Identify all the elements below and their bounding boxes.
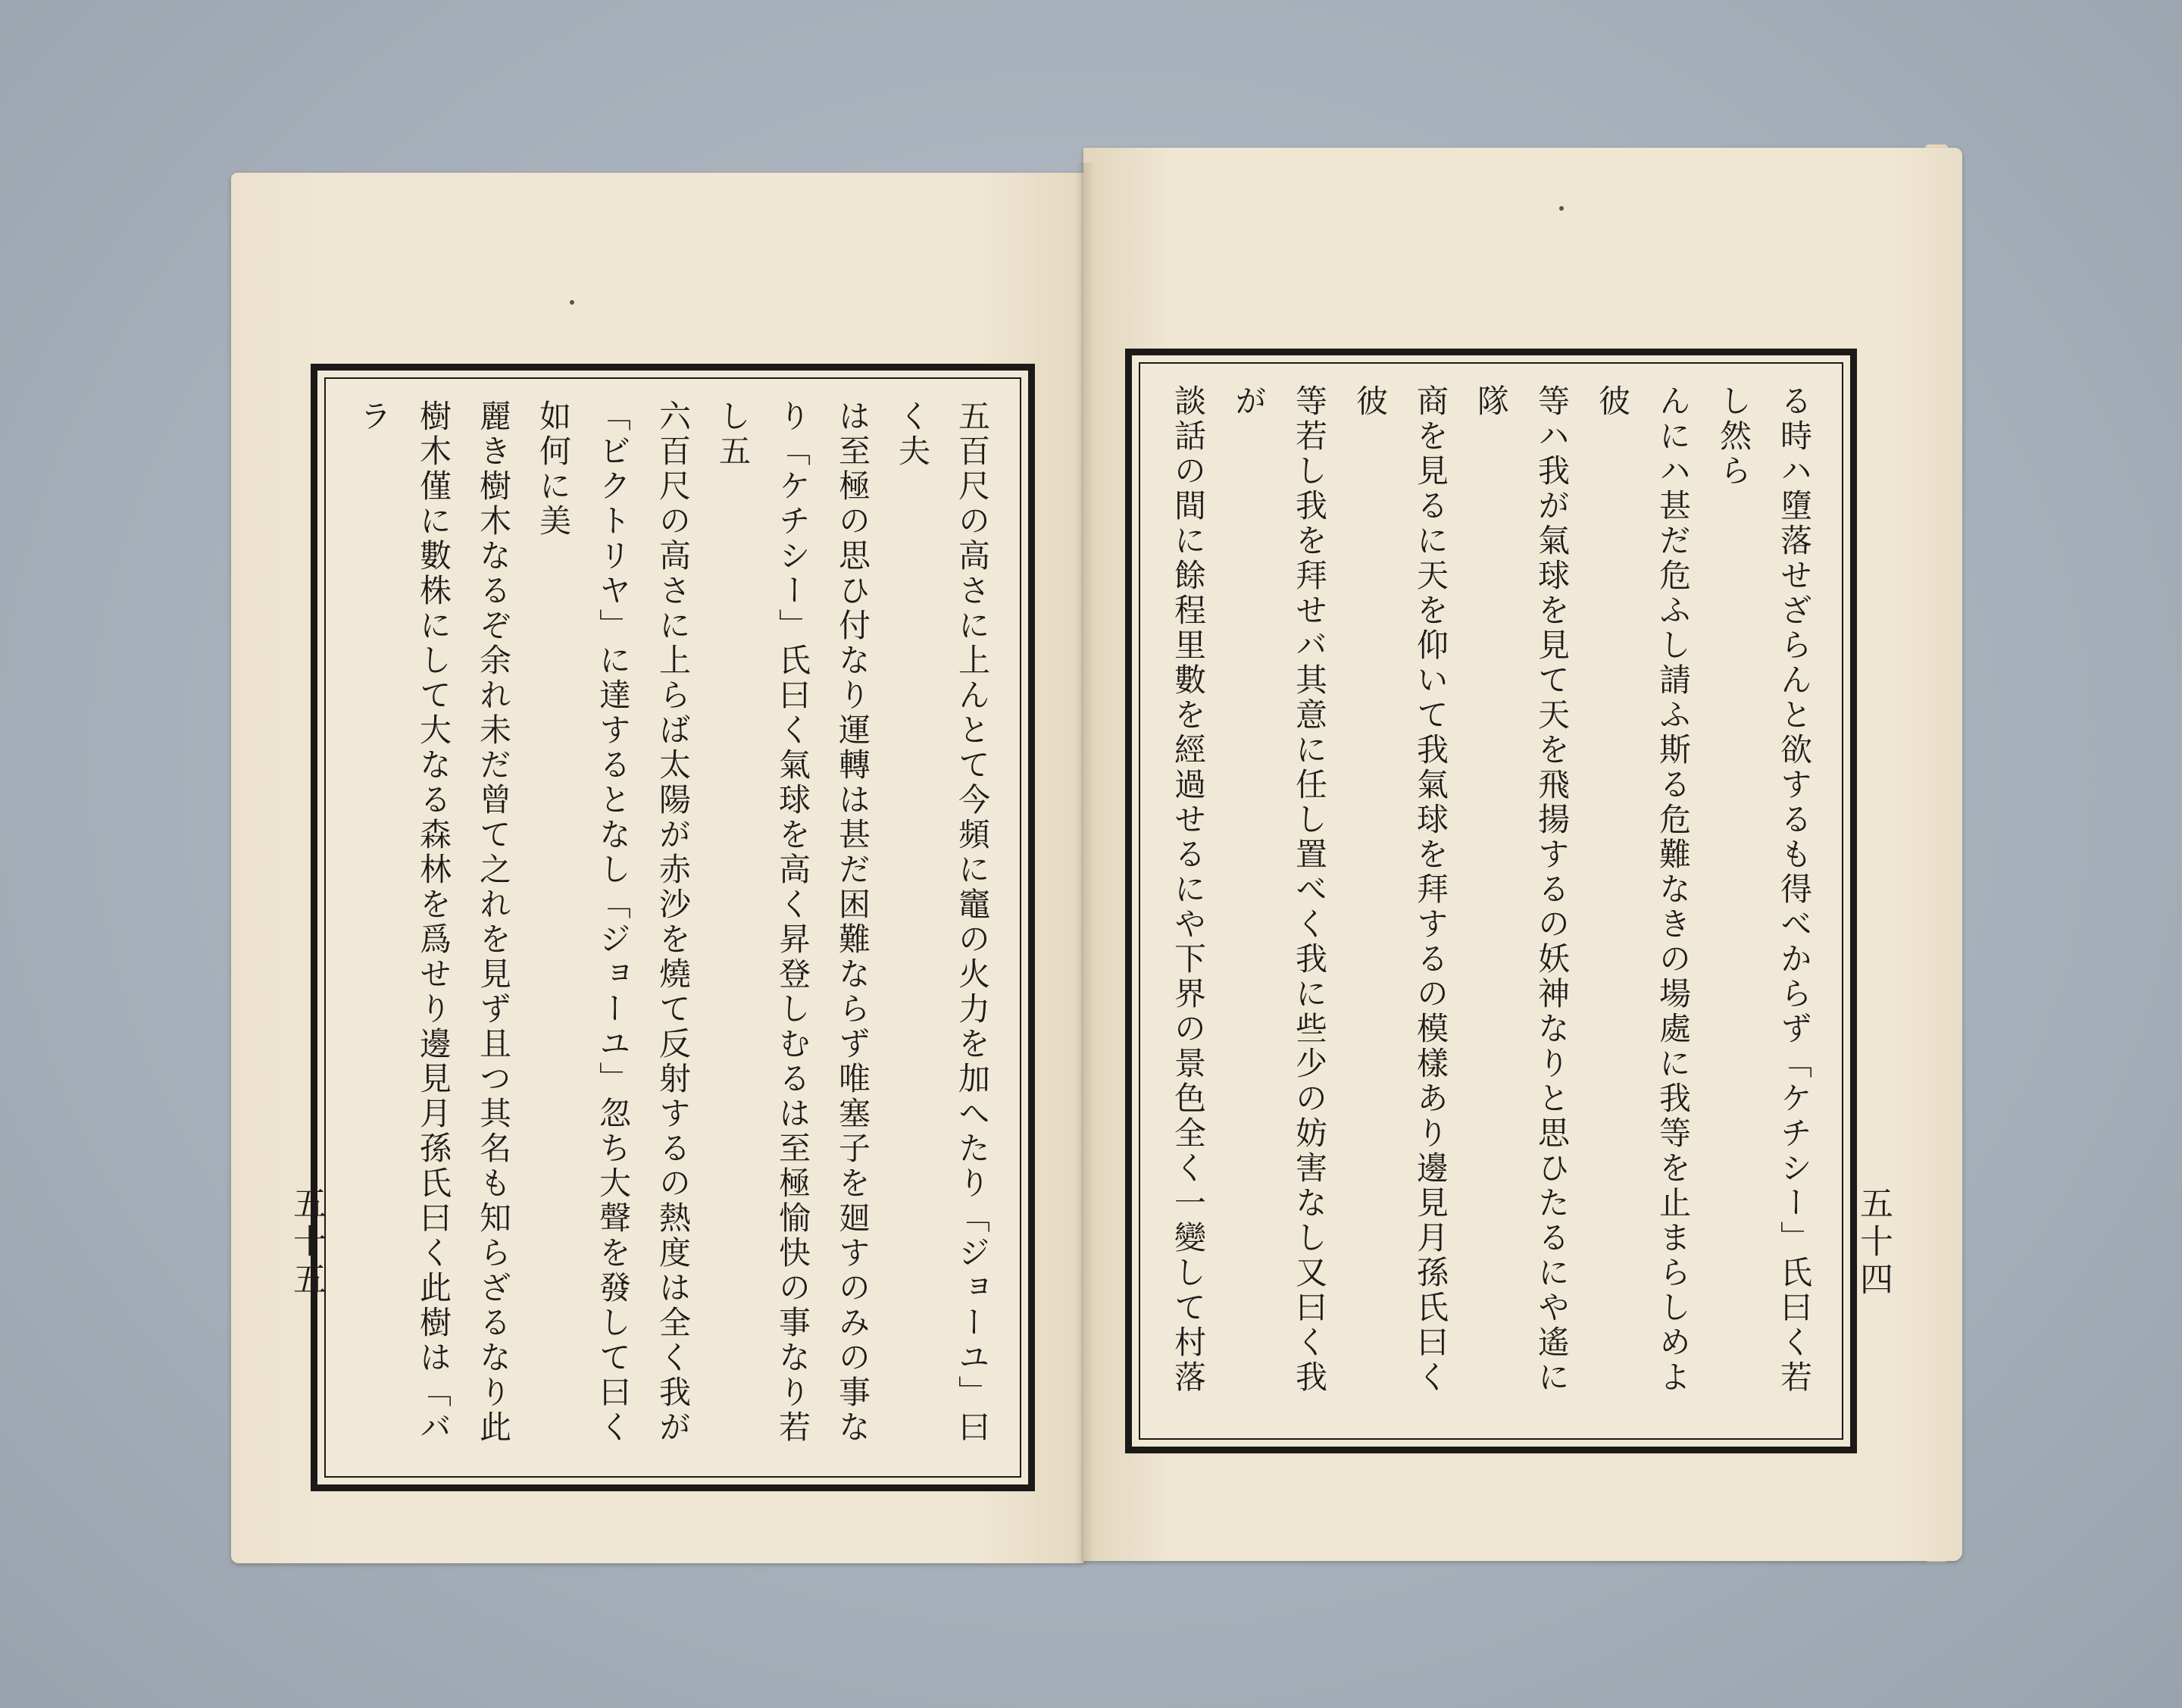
- right-page-number: 五十四: [1854, 1186, 1893, 1300]
- left-text-frame: [311, 364, 1035, 1491]
- paper-speck: [1559, 206, 1564, 211]
- right-page-text: る時ハ墮落せざらんと欲するも得べからず「ケチシー」氏曰く若し然ら んにハ甚だ危ふし請ふ斯る危難なきの場處に我等を止まらしめよ彼 等ハ我が氣球を見て天を飛揚するの妖神なりと思ひたるにや遙に隊 商を見るに天を仰いて我氣球を拜するの模樣あり邊見月孫氏曰く彼 等若し我を拜せバ其意に任し置べく我に些少の妨害なし又曰く我が 談話の間に餘程里數を經過せるにや下界の景色全く一變して村落: [1170, 384, 1813, 1395]
- paper-speck: [570, 300, 574, 305]
- right-text-frame: [1125, 349, 1857, 1453]
- left-page-text: 五百尺の高さに上んとて今頻に竈の火力を加へたり「ジョーユ」曰く夫 は至極の思ひ付なり運轉は甚だ困難ならず唯塞子を廻すのみの事な り「ケチシー」氏曰く氣球を高く昇登しむるは至極愉快の事なり若し五 六百尺の高さに上らば太陽が赤沙を燒て反射するの熱度は全く我が 「ビクトリヤ」に達するとなし「ジョーユ」忽ち大聲を發して曰く如何に美 麗き樹木なるぞ余れ未だ曾て之れを見ず且つ其名も知らざるなり此 樹木僅に數株にして大なる森林を爲せり邊見月孫氏曰く此樹は「バラ: [355, 399, 991, 1445]
- book-gutter: [1074, 163, 1094, 1565]
- left-page-number: 五十五: [287, 1186, 326, 1300]
